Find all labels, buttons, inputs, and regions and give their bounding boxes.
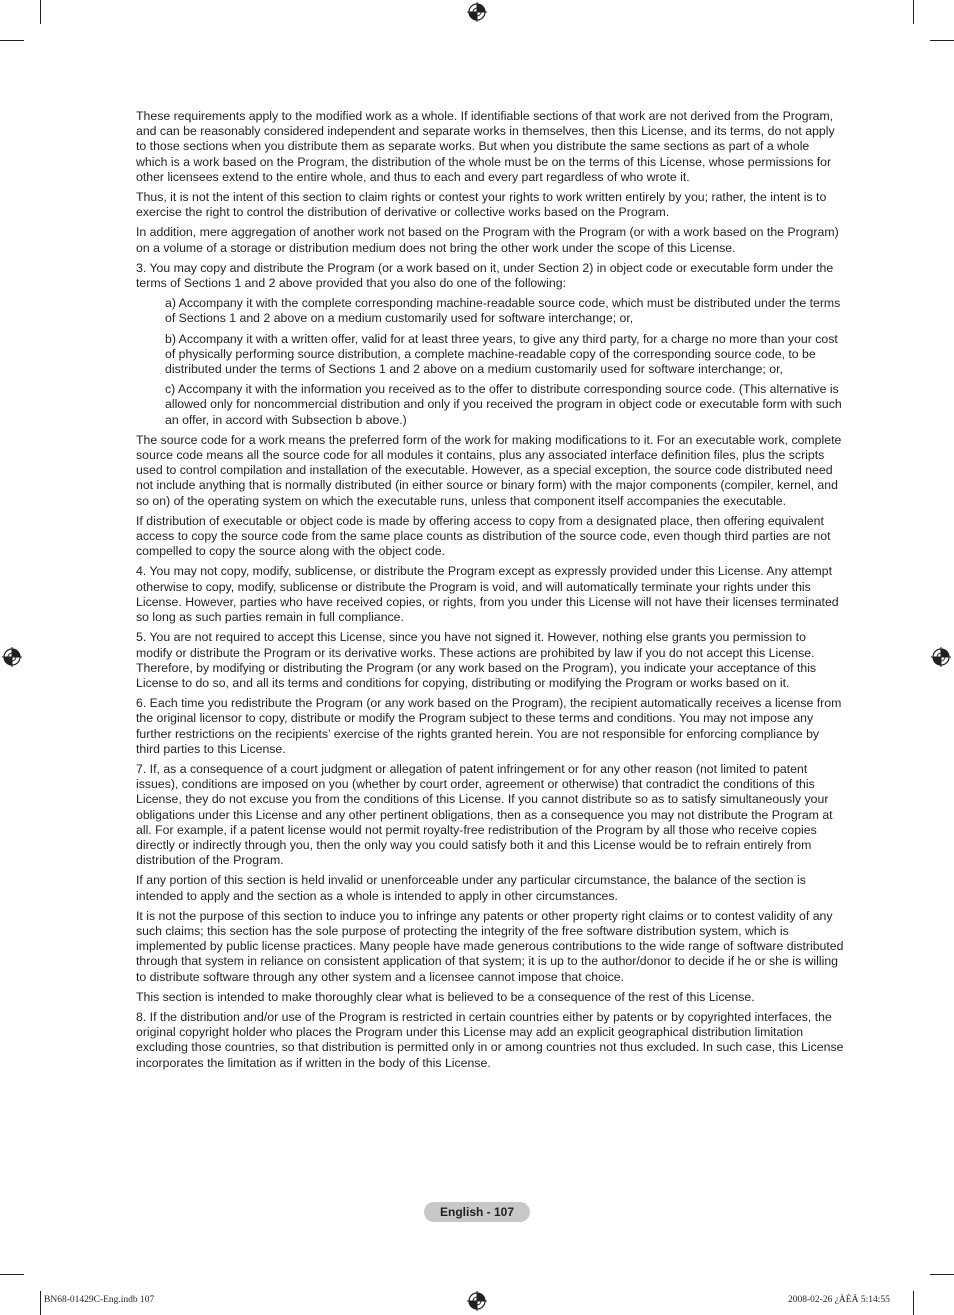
sub-item-b: b) Accompany it with a written offer, valid for at least three years, to give any third party, for a charge no more than your cost of physically performing source distribution, a complete machine-readable copy of the corresponding source code, to be distributed under the terms of Sections 1 and 2 above on a medium customarily used for software interchange; or,: [165, 331, 838, 377]
paragraph: If any portion of this section is held invalid or unenforceable under any particular circumstance, the balance of the section is intended to apply and the section as a whole is intended to apply in other circumstances.: [136, 873, 806, 903]
page-number-badge: English - 107: [424, 1202, 530, 1222]
crop-mark-bottom-left-h: [0, 1274, 24, 1275]
crop-mark-top-left-h: [0, 40, 24, 41]
sub-item-a: a) Accompany it with the complete corresponding machine-readable source code, which must be distributed under the terms of Sections 1 and 2 above on a medium customarily used for software interchange; or,: [165, 296, 841, 326]
paragraph: It is not the purpose of this section to induce you to infringe any patents or other property right claims or to contest validity of any such claims; this section has the sole purpose of protecting the integrity of the free software distribution system, which is implemented by public license practices. Many people have made generous contributions to the wide range of software distributed through that system in reliance on consistent application of that system; it is up to the author/donor to decide if he or she is willing to distribute software through any other system and a licensee cannot impose that choice.: [136, 908, 844, 984]
paragraph: If distribution of executable or object code is made by offering access to copy from a designated place, then offering equivalent access to copy the source code from the same place counts as distribution of the source code, even though third parties are not compelled to copy the source along with the object code.: [136, 513, 831, 559]
print-slug-file: BN68-01429C-Eng.indb 107: [44, 1295, 155, 1305]
paragraph: 3. You may copy and distribute the Program (or a work based on it, under Section 2) in object code or executable form under the terms of Sections 1 and 2 above provided that you also do one of the following:: [136, 260, 834, 291]
sub-item-c: c) Accompany it with the information you received as to the offer to distribute corresponding source code. (This alternative is allowed only for noncommercial distribution and only if you received the program in object code or executable form with such an offer, in accord with Subsection b above.): [165, 382, 842, 427]
crop-mark-bottom-left-v: [40, 1291, 41, 1315]
paragraph: This section is intended to make thoroughly clear what is believed to be a consequence of the rest of this License.: [136, 989, 755, 1004]
crop-mark-top-right-v: [913, 0, 914, 24]
paragraph: 7. If, as a consequence of a court judgment or allegation of patent infringement or for any other reason (not limited to patent issues), conditions are imposed on you (whether by court order, agreement or otherwise) that contradict the conditions of this License, they do not excuse you from the conditions of this License. If you cannot distribute so as to satisfy simultaneously your obligations under this License and any other pertinent obligations, then as a consequence you may not distribute the Program at all. For example, if a patent license would not permit royalty-free redistribution of the Program by all those who receive copies directly or indirectly through you, then the only way you could satisfy both it and this License would be to refrain entirely from distribution of the Program.: [136, 761, 833, 868]
paragraph: The source code for a work means the preferred form of the work for making modifications to it. For an executable work, complete source code means all the source code for all modules it contains, plus any associated interface definition files, plus the scripts used to control compilation and installation of the executable. However, as a special exception, the source code distributed need not include anything that is normally distributed (in either source or binary form) with the major components (compiler, kernel, and so on) of the operating system on which the executable runs, unless that component itself accompanies the executable.: [136, 432, 842, 508]
registration-target-icon: [467, 2, 487, 22]
paragraph: 6. Each time you redistribute the Program (or any work based on the Program), the recipient automatically receives a license from the original licensor to copy, distribute or modify the Program subject to these terms and conditions. You may not impose any further restrictions on the recipients’ exercise of the rights granted herein. You are not responsible for enforcing compliance by third parties to this License.: [136, 696, 842, 756]
registration-target-icon: [467, 1291, 487, 1311]
registration-target-icon: [931, 647, 951, 667]
registration-target-icon: [2, 647, 22, 667]
print-slug-date: 2008-02-26 ¿ÀÈÄ 5:14:55: [788, 1295, 890, 1305]
paragraph: 8. If the distribution and/or use of the Program is restricted in certain countries either by patents or by copyrighted interfaces, the original copyright holder who places the Program under this License may add an explicit geographical distribution limitation excluding those countries, so that distribution is permitted only in or among countries not thus excluded. In such case, this License incorporates the limitation as if written in the body of this License.: [136, 1009, 844, 1070]
paragraph: 5. You are not required to accept this License, since you have not signed it. However, nothing else grants you permission to modify or distribute the Program or its derivative works. These actions are prohibited by law if you do not accept this License. Therefore, by modifying or distributing the Program (or any work based on the Program), you indicate your acceptance of this License to do so, and all its terms and conditions for copying, distributing or modifying the Program or works based on it.: [136, 630, 817, 690]
paragraph: In addition, mere aggregation of another work not based on the Program with the Program (or with a work based on the Program) on a volume of a storage or distribution medium does not bring the other work under the scope of this License.: [136, 225, 839, 255]
paragraph: Thus, it is not the intent of this section to claim rights or contest your rights to work written entirely by you; rather, the intent is to exercise the right to control the distribution of derivative or collective works based on the Program.: [136, 190, 827, 220]
crop-mark-top-right-h: [930, 40, 954, 41]
crop-mark-bottom-right-v: [913, 1291, 914, 1315]
paragraph: These requirements apply to the modified work as a whole. If identifiable sections of that work are not derived from the Program, and can be reasonably considered independent and separate works in themselves, then this License, and its terms, do not apply to those sections when you distribute them as separate works. But when you distribute the same sections as part of a whole which is a work based on the Program, the distribution of the whole must be on the terms of this License, whose permissions for other licensees extend to the entire whole, and thus to each and every part regardless of who wrote it.: [136, 109, 835, 184]
crop-mark-bottom-right-h: [930, 1274, 954, 1275]
crop-mark-top-left-v: [40, 0, 41, 24]
license-text-body: [136, 109, 844, 1076]
paragraph: 4. You may not copy, modify, sublicense, or distribute the Program except as expressly provided under this License. Any attempt otherwise to copy, modify, sublicense or distribute the Program is void, and will automatically terminate your rights under this License. However, parties who have received copies, or rights, from you under this License will not have their licenses terminated so long as such parties remain in full compliance.: [136, 564, 839, 625]
